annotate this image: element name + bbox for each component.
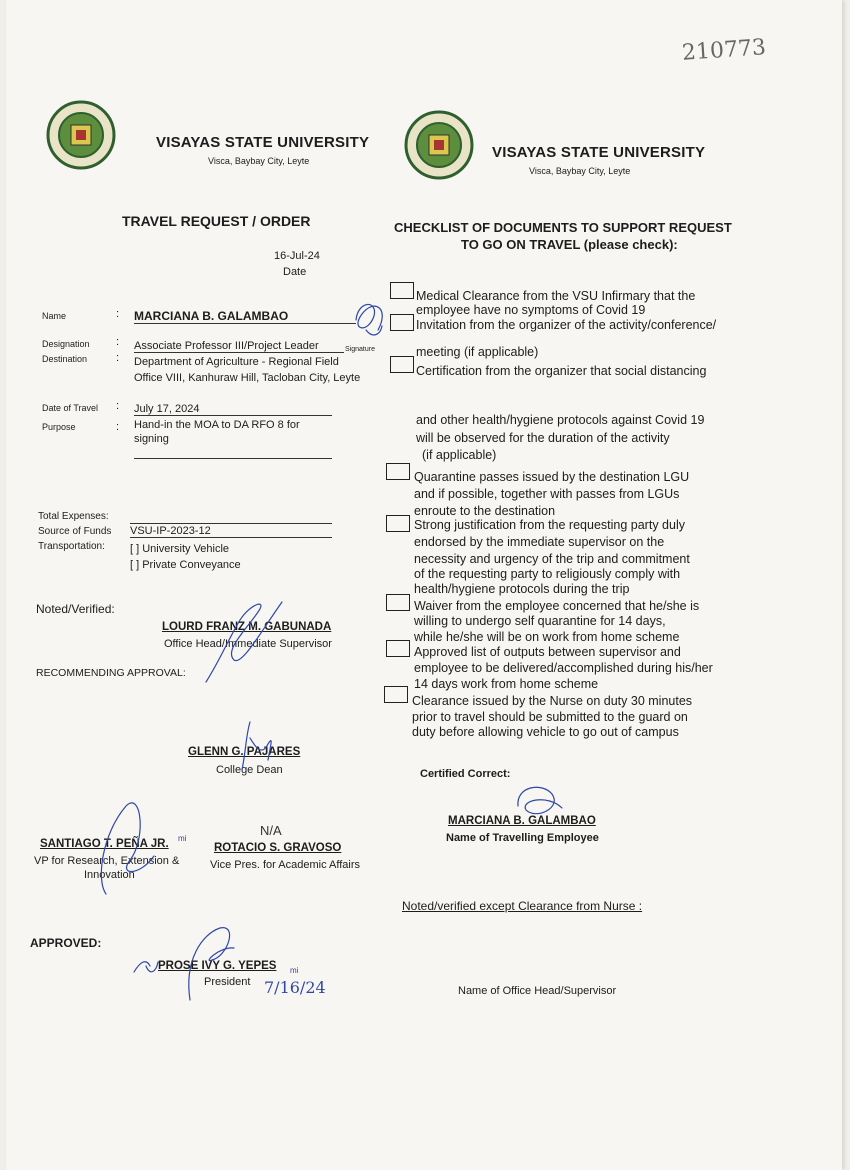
- certified-signature: [518, 787, 562, 813]
- checklist-line: will be observed for the duration of the activity: [416, 431, 670, 445]
- vp-research-signature: [101, 803, 154, 894]
- certified-correct-label: Certified Correct:: [420, 768, 511, 780]
- checklist-line: (if applicable): [422, 448, 497, 462]
- colon: :: [116, 400, 120, 412]
- checklist-line: Invitation from the organizer of the activity/conference/: [416, 318, 717, 332]
- handwritten-initial-vp: mi: [178, 834, 187, 843]
- purpose-line2: signing: [134, 433, 169, 445]
- signature-label: Signature: [345, 346, 375, 353]
- checklist-line: Approved list of outputs between supervisor and: [414, 645, 681, 659]
- supervisor-role: Office Head/Immediate Supervisor: [164, 638, 332, 650]
- checkbox-certification[interactable]: [390, 356, 414, 373]
- transport-university-vehicle: [ ] University Vehicle: [130, 543, 230, 555]
- noted-verified-label: Noted/Verified:: [36, 602, 115, 616]
- checklist-line: duty before allowing vehicle to go out of campus: [412, 725, 679, 739]
- right-university-address: Visca, Baybay City, Leyte: [529, 166, 631, 176]
- checklist-line: prior to travel should be submitted to the guard on: [412, 710, 688, 724]
- office-head-label: Name of Office Head/Supervisor: [458, 985, 617, 997]
- checklist-line: Quarantine passes issued by the destination LGU: [414, 470, 690, 484]
- checklist-line: and if possible, together with passes from LGUs: [414, 487, 680, 501]
- source-funds-value: VSU-IP-2023-12: [130, 525, 332, 538]
- approved-label: APPROVED:: [30, 936, 102, 950]
- colon: :: [116, 336, 120, 348]
- checklist-line: Clearance issued by the Nurse on duty 30 minutes: [412, 694, 693, 708]
- date-label: Date: [283, 266, 307, 278]
- checklist-line: employee to be delivered/accomplished during his/her: [414, 661, 713, 675]
- noted-except-nurse: Noted/verified except Clearance from Nurse :: [402, 899, 643, 913]
- checklist-line: Strong justification from the requesting party duly: [414, 518, 685, 532]
- form-title: TRAVEL REQUEST / ORDER: [122, 213, 311, 229]
- president-name: PROSE IVY G. YEPES: [158, 960, 277, 972]
- purpose-label: Purpose: [42, 422, 76, 432]
- handwritten-initial-president: mi: [290, 966, 299, 975]
- checkbox-quarantine-passes[interactable]: [386, 463, 410, 480]
- dean-name: GLENN G. PAJARES: [188, 746, 301, 758]
- purpose-line1: Hand-in the MOA to DA RFO 8 for: [134, 419, 300, 431]
- document-page: [6, 0, 842, 1170]
- dean-signature: [242, 722, 271, 770]
- checklist-line: employee have no symptoms of Covid 19: [416, 303, 646, 317]
- designation-label: Designation: [42, 339, 90, 349]
- checklist-line: necessity and urgency of the trip and commitment: [414, 552, 690, 566]
- checklist-line: meeting (if applicable): [416, 345, 539, 359]
- certified-employee-name: MARCIANA B. GALAMBAO: [448, 815, 596, 827]
- destination-label: Destination: [42, 354, 88, 364]
- document-number: 210773: [681, 35, 767, 66]
- colon: :: [116, 308, 120, 320]
- checkbox-justification[interactable]: [386, 515, 410, 532]
- checklist-line: Medical Clearance from the VSU Infirmary that the: [416, 289, 696, 303]
- checklist-title-line1: CHECKLIST OF DOCUMENTS TO SUPPORT REQUEST: [394, 220, 732, 235]
- name-value: MARCIANA B. GALAMBAO: [134, 309, 356, 324]
- checkbox-approved-outputs[interactable]: [386, 640, 410, 657]
- transport-private-conveyance: [ ] Private Conveyance: [130, 559, 241, 571]
- handwritten-na: N/A: [260, 823, 282, 838]
- source-funds-label: Source of Funds: [38, 526, 112, 537]
- vp-academic-role: Vice Pres. for Academic Affairs: [210, 859, 360, 871]
- checklist-line: health/hygiene protocols during the trip: [414, 582, 630, 596]
- destination-line2: Office VIII, Kanhuraw Hill, Tacloban City, Leyte: [134, 372, 361, 384]
- supervisor-name: LOURD FRANZ M. GABUNADA: [162, 621, 332, 633]
- destination-line1: Department of Agriculture - Regional Field: [134, 356, 339, 368]
- right-university-name: VISAYAS STATE UNIVERSITY: [492, 144, 706, 161]
- designation-value: Associate Professor III/Project Leader: [134, 340, 344, 353]
- checklist-line: Certification from the organizer that social distancing: [416, 364, 707, 378]
- certified-employee-role: Name of Travelling Employee: [446, 832, 599, 844]
- checklist-line: 14 days work from home scheme: [414, 677, 599, 691]
- left-university-address: Visca, Baybay City, Leyte: [208, 156, 310, 166]
- checkbox-invitation[interactable]: [390, 314, 414, 331]
- colon: :: [116, 352, 120, 364]
- date-travel-value: July 17, 2024: [134, 403, 332, 416]
- vp-research-name: SANTIAGO T. PEÑA JR.: [40, 838, 169, 850]
- vp-research-role-line2: Innovation: [84, 869, 135, 881]
- dean-role: College Dean: [216, 764, 283, 776]
- president-signature: [189, 928, 234, 1000]
- employee-signature: [356, 304, 382, 334]
- transportation-label: Transportation:: [38, 541, 105, 552]
- checklist-line: and other health/hygiene protocols against Covid 19: [416, 413, 705, 427]
- checklist-title-line2: TO GO ON TRAVEL (please check):: [461, 237, 678, 252]
- recommending-approval-label: RECOMMENDING APPROVAL:: [36, 667, 186, 679]
- vp-research-role-line1: VP for Research, Extension &: [34, 855, 180, 867]
- checklist-line: endorsed by the immediate supervisor on the: [414, 535, 665, 549]
- handwritten-date: 7/16/24: [264, 978, 326, 997]
- checkbox-waiver[interactable]: [386, 594, 410, 611]
- checklist-line: willing to undergo self quarantine for 14 days,: [414, 614, 666, 628]
- checkbox-medical-clearance[interactable]: [390, 282, 414, 299]
- president-role: President: [204, 976, 251, 988]
- checklist-line: of the requesting party to religiously comply with: [414, 567, 681, 581]
- colon: :: [116, 421, 120, 433]
- checklist-line: Waiver from the employee concerned that he/she is: [414, 599, 700, 613]
- name-label: Name: [42, 311, 67, 321]
- vp-academic-name: ROTACIO S. GRAVOSO: [214, 842, 342, 854]
- total-expenses-label: Total Expenses:: [38, 511, 109, 522]
- supervisor-signature: [206, 602, 282, 682]
- checkbox-nurse-clearance[interactable]: [384, 686, 408, 703]
- left-university-name: VISAYAS STATE UNIVERSITY: [156, 134, 370, 151]
- checklist-line: enroute to the destination: [414, 504, 556, 518]
- date-travel-label: Date of Travel: [42, 403, 99, 413]
- yp-initial: [134, 962, 158, 972]
- checklist-line: while he/she will be on work from home scheme: [414, 630, 680, 644]
- date-value: 16-Jul-24: [274, 250, 320, 262]
